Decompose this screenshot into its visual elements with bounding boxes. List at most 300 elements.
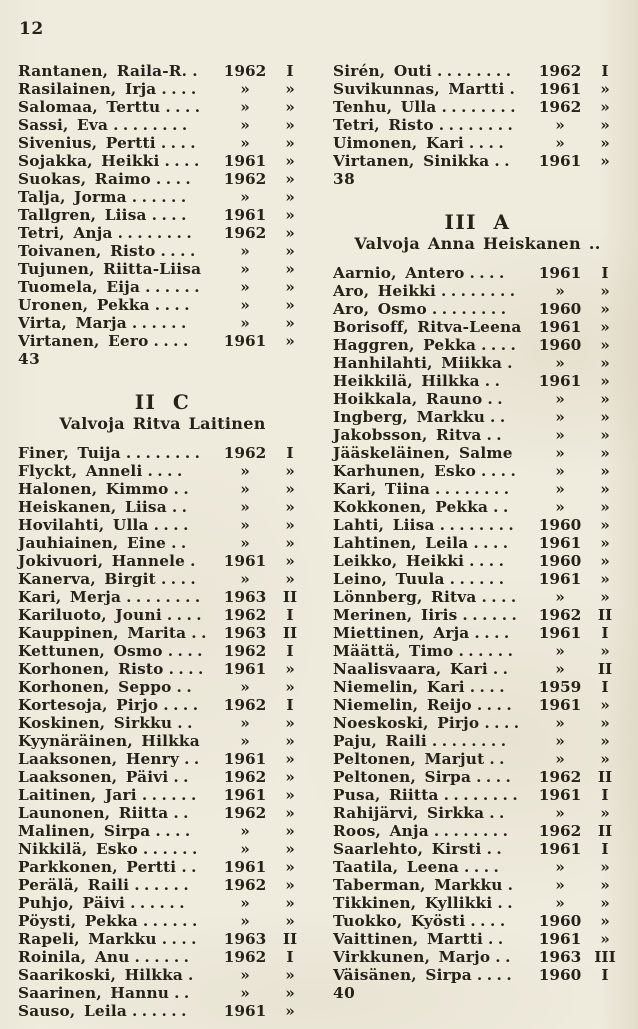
entry-grade: »	[600, 714, 610, 732]
entry-row	[18, 750, 307, 768]
pupil-count: 38	[333, 170, 356, 188]
entry-grade: »	[285, 498, 295, 516]
entry-name: Halonen, Kimmo	[18, 480, 169, 498]
entry-grade: »	[600, 354, 610, 372]
entry-year: 1960	[538, 336, 582, 354]
entry-year: »	[240, 188, 250, 206]
entry-row	[333, 894, 622, 912]
entry-row	[18, 732, 307, 750]
entry-leader-dots: ..	[171, 498, 192, 516]
entry-year: »	[555, 282, 565, 300]
entry-grade: »	[600, 750, 610, 768]
entry-year: »	[240, 134, 250, 152]
entry-leader-dots: ........	[436, 62, 516, 80]
entry-leader-dots: ....	[166, 606, 207, 624]
entry-grade: I	[286, 62, 294, 80]
entry-leader-dots: ....	[470, 912, 510, 930]
entry-grade: »	[285, 116, 295, 134]
entry-year: 1962	[223, 224, 267, 242]
entry-grade: »	[600, 372, 610, 390]
entry-year: 1961	[223, 1002, 267, 1020]
entry-year: »	[240, 516, 250, 534]
entry-row	[333, 804, 622, 822]
entry-year: »	[555, 462, 565, 480]
roster-list	[333, 264, 622, 984]
entry-grade: »	[285, 552, 295, 570]
entry-year: 1962	[538, 768, 582, 786]
roster-list	[333, 62, 622, 170]
entry-leader-dots: ....	[155, 822, 195, 840]
entry-grade: »	[285, 570, 295, 588]
entry-row	[333, 660, 622, 678]
entry-leader-dots: ....	[161, 80, 201, 98]
entry-year: »	[240, 80, 250, 98]
entry-row	[333, 134, 622, 152]
entry-row	[18, 462, 307, 480]
entry-year: 1962	[538, 98, 582, 116]
entry-grade: I	[286, 606, 294, 624]
entry-name: Naalisvaara, Kari	[333, 660, 488, 678]
entry-year: 1960	[538, 300, 582, 318]
entry-leader-dots: ..	[484, 372, 505, 390]
entry-year: »	[555, 390, 565, 408]
entry-year: 1961	[223, 552, 267, 570]
entry-year: 1961	[538, 152, 582, 170]
entry-row	[18, 768, 307, 786]
entry-grade: »	[285, 750, 295, 768]
entry-year: »	[240, 534, 250, 552]
entry-grade: »	[600, 426, 610, 444]
entry-name: Tuokko, Kyösti	[333, 912, 466, 930]
entry-leader-dots: .	[507, 876, 518, 894]
entry-name: Kokkonen, Pekka	[333, 498, 489, 516]
entry-year: »	[240, 480, 250, 498]
entry-row	[18, 1002, 307, 1020]
entry-row	[333, 282, 622, 300]
entry-leader-dots: ....	[151, 206, 191, 224]
entry-year: 1962	[538, 62, 582, 80]
entry-row	[18, 80, 307, 98]
entry-grade: »	[600, 282, 610, 300]
entry-grade: »	[600, 804, 610, 822]
entry-grade: »	[285, 840, 295, 858]
entry-name: Suvikunnas, Martti	[333, 80, 505, 98]
entry-name: Virkkunen, Marjo	[333, 948, 491, 966]
entry-year: »	[555, 588, 565, 606]
entry-year: 1962	[223, 170, 267, 188]
entry-name: Paju, Raili	[333, 732, 427, 750]
entry-name: Heikkilä, Hilkka	[333, 372, 480, 390]
entry-year: 1962	[223, 444, 267, 462]
entry-name: Koskinen, Sirkku	[18, 714, 173, 732]
entry-leader-dots: ....	[154, 296, 195, 314]
entry-year: 1961	[223, 660, 267, 678]
entry-leader-dots: ..	[184, 750, 204, 768]
entry-name: Jakobsson, Ritva	[333, 426, 482, 444]
entry-year: 1961	[223, 750, 267, 768]
entry-row	[18, 516, 307, 534]
entry-row	[18, 606, 307, 624]
entry-name: Sivenius, Pertti	[18, 134, 156, 152]
entry-name: Kortesoja, Pirjo	[18, 696, 159, 714]
entry-row	[18, 116, 307, 134]
entry-grade: »	[285, 822, 295, 840]
entry-name: Peltonen, Marjut	[333, 750, 485, 768]
entry-grade: »	[600, 462, 610, 480]
entry-name: Ingberg, Markku	[333, 408, 486, 426]
entry-name: Rasilainen, Irja	[18, 80, 157, 98]
entry-name: Tikkinen, Kyllikki	[333, 894, 493, 912]
entry-grade: »	[600, 444, 610, 462]
entry-year: »	[240, 840, 250, 858]
entry-year: 1961	[538, 264, 582, 282]
entry-row	[18, 242, 307, 260]
entry-year: 1961	[538, 696, 582, 714]
entry-name: Noeskoski, Pirjo	[333, 714, 480, 732]
entry-leader-dots: ........	[431, 300, 511, 318]
entry-row	[333, 588, 622, 606]
entry-name: Niemelin, Kari	[333, 678, 465, 696]
entry-year: »	[240, 966, 250, 984]
entry-leader-dots: ....	[165, 98, 205, 116]
entry-year: 1961	[538, 786, 582, 804]
entry-leader-dots: ........	[113, 116, 192, 134]
entry-row	[18, 984, 307, 1002]
entry-name: Lahti, Liisa	[333, 516, 435, 534]
entry-leader-dots: ......	[131, 1002, 191, 1020]
entry-grade: »	[600, 116, 610, 134]
entry-year: 1960	[538, 552, 582, 570]
entry-row	[333, 624, 622, 642]
entry-leader-dots: ....	[476, 768, 516, 786]
entry-name: Tetri, Anja	[18, 224, 113, 242]
entry-year: 1962	[538, 606, 582, 624]
entry-name: Uimonen, Kari	[333, 134, 464, 152]
entry-name: Lahtinen, Leila	[333, 534, 469, 552]
entry-row	[18, 948, 307, 966]
entry-grade: »	[285, 786, 295, 804]
entry-grade: II	[282, 588, 298, 606]
entry-leader-dots: ......	[131, 188, 191, 206]
entry-row	[333, 516, 622, 534]
entry-row	[333, 498, 622, 516]
entry-row	[333, 840, 622, 858]
entry-grade: »	[600, 98, 610, 116]
entry-grade: I	[601, 786, 609, 804]
entry-leader-dots: ....	[476, 696, 517, 714]
entry-leader-dots: ....	[163, 696, 203, 714]
entry-name: Virtanen, Eero	[18, 332, 149, 350]
entry-year: »	[240, 822, 250, 840]
entry-row	[18, 206, 307, 224]
entry-name: Aro, Heikki	[333, 282, 436, 300]
entry-year: »	[240, 678, 250, 696]
entry-name: Tenhu, Ulla	[333, 98, 437, 116]
entry-row	[333, 966, 622, 984]
entry-leader-dots: ..	[486, 840, 507, 858]
entry-year: 1962	[223, 62, 267, 80]
entry-name: Saarikoski, Hilkka	[18, 966, 183, 984]
entry-year: »	[555, 134, 565, 152]
left-column	[18, 62, 307, 1020]
entry-year: »	[240, 242, 250, 260]
entry-name: Tallgren, Liisa	[18, 206, 147, 224]
entry-grade: »	[285, 278, 295, 296]
entry-leader-dots: ........	[441, 282, 520, 300]
entry-grade: I	[601, 966, 609, 984]
entry-name: Väisänen, Sirpa	[333, 966, 472, 984]
entry-grade: »	[600, 80, 610, 98]
entry-row	[333, 80, 622, 98]
entry-leader-dots: .	[190, 552, 200, 570]
roster-columns	[18, 62, 622, 1020]
entry-name: Toivanen, Risto	[18, 242, 156, 260]
entry-name: Karhunen, Esko	[333, 462, 477, 480]
entry-row	[333, 62, 622, 80]
entry-row	[333, 552, 622, 570]
entry-year: »	[240, 296, 250, 314]
entry-name: Korhonen, Seppo	[18, 678, 172, 696]
entry-grade: »	[285, 224, 295, 242]
entry-grade: »	[600, 642, 610, 660]
entry-year: »	[240, 314, 250, 332]
entry-name: Tujunen, Riitta-Liisa	[18, 260, 202, 278]
entry-year: 1962	[223, 948, 267, 966]
entry-name: Leino, Tuula	[333, 570, 445, 588]
entry-name: Nikkilä, Esko	[18, 840, 138, 858]
entry-row	[333, 912, 622, 930]
entry-leader-dots: ....	[469, 264, 509, 282]
entry-grade: »	[600, 552, 610, 570]
entry-name: Kari, Merja	[18, 588, 122, 606]
entry-row	[18, 804, 307, 822]
entry-year: »	[555, 426, 565, 444]
entry-name: Saarlehto, Kirsti	[333, 840, 482, 858]
entry-grade: »	[600, 318, 610, 336]
entry-year: »	[240, 894, 250, 912]
entry-name: Aro, Osmo	[333, 300, 427, 318]
entry-grade: »	[600, 408, 610, 426]
section-supervisor: Valvoja Anna Heiskanen ..	[354, 234, 601, 253]
entry-row	[333, 678, 622, 696]
entry-leader-dots: ..	[495, 948, 515, 966]
entry-row	[18, 588, 307, 606]
entry-name: Hovilahti, Ulla	[18, 516, 149, 534]
entry-name: Rahijärvi, Sirkka	[333, 804, 485, 822]
entry-row	[18, 966, 307, 984]
entry-grade: I	[286, 444, 294, 462]
entry-row	[18, 498, 307, 516]
entry-leader-dots: ......	[134, 948, 194, 966]
entry-leader-dots: ....	[147, 462, 187, 480]
entry-grade: »	[600, 894, 610, 912]
entry-leader-dots: ......	[142, 840, 202, 858]
entry-row	[333, 408, 622, 426]
entry-row	[333, 152, 622, 170]
entry-leader-dots: ....	[476, 966, 517, 984]
entry-name: Salomaa, Terttu	[18, 98, 161, 116]
entry-year: 1963	[223, 624, 267, 642]
entry-name: Hoikkala, Rauno	[333, 390, 483, 408]
entry-name: Kanerva, Birgit	[18, 570, 156, 588]
entry-grade: »	[285, 678, 295, 696]
entry-name: Sojakka, Heikki	[18, 152, 160, 170]
entry-leader-dots: ....	[160, 570, 201, 588]
entry-grade: »	[600, 300, 610, 318]
entry-row	[18, 224, 307, 242]
entry-leader-dots: ..	[176, 678, 197, 696]
entry-row	[333, 696, 622, 714]
entry-grade: II	[282, 930, 298, 948]
entry-leader-dots: ....	[155, 170, 196, 188]
entry-name: Tetri, Risto	[333, 116, 434, 134]
entry-leader-dots: ......	[449, 570, 509, 588]
entry-leader-dots: ......	[131, 314, 191, 332]
entry-name: Rantanen, Raila-R.	[18, 62, 188, 80]
entry-leader-dots: ....	[161, 930, 202, 948]
entry-name: Kari, Tiina	[333, 480, 430, 498]
entry-leader-dots: ........	[439, 516, 519, 534]
entry-year: 1961	[538, 930, 582, 948]
entry-row	[333, 732, 622, 750]
entry-name: Malinen, Sirpa	[18, 822, 151, 840]
entry-year: »	[240, 498, 250, 516]
entry-leader-dots: ..	[489, 750, 510, 768]
entry-year: »	[240, 714, 250, 732]
entry-leader-dots: .	[192, 62, 203, 80]
entry-leader-dots: ..	[177, 714, 197, 732]
entry-row	[18, 678, 307, 696]
entry-year: 1959	[538, 678, 582, 696]
entry-leader-dots: ....	[464, 858, 504, 876]
entry-leader-dots: ........	[117, 224, 197, 242]
entry-name: Haggren, Pekka	[333, 336, 477, 354]
entry-grade: »	[285, 134, 295, 152]
entry-row	[18, 714, 307, 732]
entry-row	[333, 116, 622, 134]
entry-name: Rapeli, Markku	[18, 930, 157, 948]
entry-year: 1962	[223, 876, 267, 894]
entry-row	[333, 372, 622, 390]
entry-name: Leikko, Heikki	[333, 552, 465, 570]
entry-leader-dots: ......	[134, 876, 194, 894]
entry-grade: »	[600, 570, 610, 588]
entry-leader-dots: ..	[173, 480, 194, 498]
entry-name: Launonen, Riitta	[18, 804, 169, 822]
entry-leader-dots: .	[509, 80, 520, 98]
entry-grade: »	[600, 696, 610, 714]
entry-leader-dots: ..	[489, 804, 509, 822]
entry-leader-dots: ........	[126, 588, 205, 606]
entry-grade: »	[600, 134, 610, 152]
entry-year: »	[555, 498, 565, 516]
entry-leader-dots: ........	[438, 116, 518, 134]
entry-row	[333, 768, 622, 786]
entry-grade: »	[285, 260, 295, 278]
entry-name: Sirén, Outi	[333, 62, 432, 80]
entry-leader-dots: ..	[171, 534, 191, 552]
entry-grade: II	[597, 660, 613, 678]
entry-name: Virtanen, Sinikka	[333, 152, 490, 170]
entry-grade: »	[600, 732, 610, 750]
entry-leader-dots: ....	[153, 332, 193, 350]
entry-grade: »	[600, 534, 610, 552]
entry-year: 1960	[538, 516, 582, 534]
entry-row	[333, 786, 622, 804]
entry-year: »	[240, 912, 250, 930]
entry-year: 1962	[223, 804, 267, 822]
entry-leader-dots: ..	[490, 408, 510, 426]
entry-leader-dots: ....	[153, 516, 193, 534]
entry-name: Flyckt, Anneli	[18, 462, 143, 480]
entry-leader-dots: ........	[443, 786, 523, 804]
entry-grade: »	[600, 516, 610, 534]
entry-name: Jokivuori, Hannele	[18, 552, 186, 570]
entry-leader-dots: ........	[431, 732, 511, 750]
right-column	[333, 62, 622, 1020]
entry-name: Heiskanen, Liisa	[18, 498, 167, 516]
entry-row	[18, 332, 307, 350]
entry-grade: II	[282, 624, 298, 642]
entry-grade: »	[600, 588, 610, 606]
entry-row	[18, 480, 307, 498]
entry-row	[333, 930, 622, 948]
entry-grade: »	[285, 858, 295, 876]
entry-year: 1961	[223, 152, 267, 170]
entry-grade: »	[285, 98, 295, 116]
pupil-count: 43	[18, 350, 41, 368]
entry-year: »	[240, 98, 250, 116]
entry-leader-dots: ....	[481, 462, 521, 480]
entry-row	[333, 300, 622, 318]
entry-row	[18, 840, 307, 858]
entry-name: Laaksonen, Henry	[18, 750, 180, 768]
entry-name: Talja, Jorma	[18, 188, 127, 206]
entry-name: Finer, Tuija	[18, 444, 121, 462]
entry-year: 1961	[538, 534, 582, 552]
entry-year: »	[240, 984, 250, 1002]
entry-row	[18, 624, 307, 642]
entry-year: »	[555, 894, 565, 912]
entry-grade: »	[285, 332, 295, 350]
entry-grade: »	[285, 768, 295, 786]
entry-leader-dots: ........	[434, 480, 514, 498]
entry-grade: »	[600, 152, 610, 170]
entry-year: 1962	[538, 822, 582, 840]
entry-row	[18, 314, 307, 332]
entry-name: Laaksonen, Päivi	[18, 768, 169, 786]
entry-row	[333, 948, 622, 966]
entry-year: »	[240, 278, 250, 296]
entry-leader-dots: ....	[484, 714, 524, 732]
entry-year: 1961	[538, 372, 582, 390]
entry-year: 1961	[223, 858, 267, 876]
entry-name: Laitinen, Jari	[18, 786, 137, 804]
entry-grade: »	[285, 804, 295, 822]
entry-leader-dots: ..	[488, 930, 508, 948]
entry-leader-dots: ..	[191, 624, 211, 642]
entry-row	[18, 62, 307, 80]
entry-year: 1961	[223, 786, 267, 804]
entry-leader-dots: ......	[145, 278, 205, 296]
entry-row	[18, 660, 307, 678]
entry-grade: »	[600, 336, 610, 354]
entry-year: 1961	[538, 840, 582, 858]
entry-grade: »	[285, 480, 295, 498]
entry-year: »	[555, 354, 565, 372]
entry-leader-dots: ........	[433, 822, 513, 840]
entry-year: »	[555, 660, 565, 678]
